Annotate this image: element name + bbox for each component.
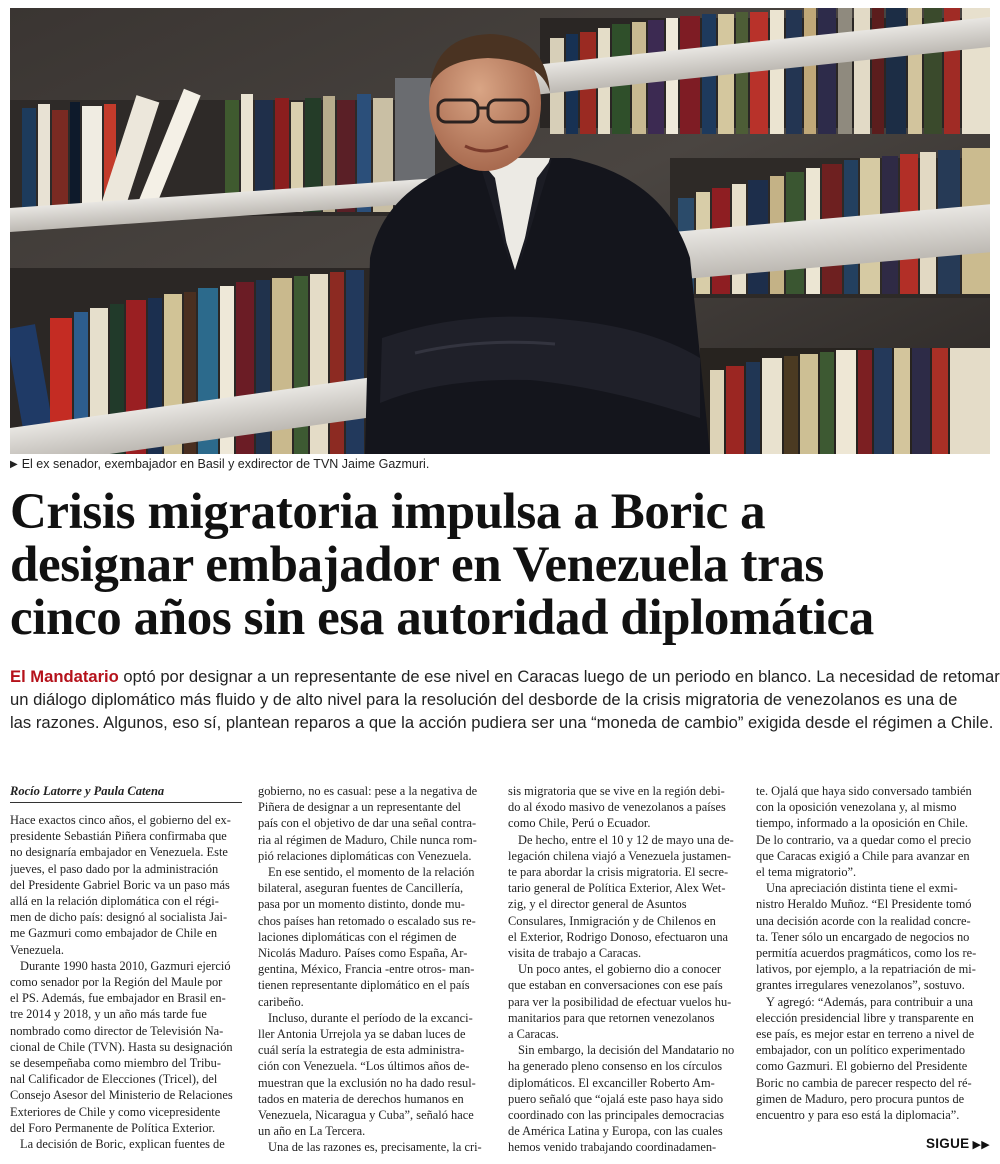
column-line: manitarios para que retornen venezolanos bbox=[508, 1010, 715, 1025]
column-line: Boric no cambia de parecer respecto del ré- bbox=[756, 1075, 972, 1090]
column-line: nombrado como director de Televisión Na- bbox=[10, 1023, 224, 1038]
lead-text: optó por designar a un representante de ese nivel en Caracas luego de un periodo en blanco. La necesidad de retomar bbox=[118, 667, 1000, 686]
column-line: el PS. Además, fue embajador en Brasil en- bbox=[10, 991, 226, 1006]
column-line: país con el objetivo de dar una señal contra- bbox=[258, 816, 477, 831]
column-line: Nicolás Maduro. Países como España, Ar- bbox=[258, 946, 468, 961]
column-line: Y agregó: “Además, para contribuir a una bbox=[766, 994, 973, 1009]
column-line: ha generado pleno consenso en los círculos bbox=[508, 1059, 723, 1074]
column-line: tados en materia de derechos humanos en bbox=[258, 1091, 464, 1106]
column-line: Una de las razones es, precisamente, la cri- bbox=[268, 1140, 482, 1155]
column-line: gimen de Maduro, pero procura puntos de bbox=[756, 1091, 965, 1106]
article-photo bbox=[10, 8, 990, 454]
column-line: hemos venido trabajando coordinadamen- bbox=[508, 1140, 717, 1155]
column-line: bilateral, aseguran fuentes de Cancillería, bbox=[258, 881, 464, 896]
lead-kicker: El Mandatario bbox=[10, 667, 119, 686]
column-line: un año en La Tercera. bbox=[258, 1124, 366, 1139]
column-line: caribeño. bbox=[258, 994, 304, 1009]
column-line: ria al régimen de Maduro, Chile nunca rom- bbox=[258, 832, 477, 847]
caption-text: El ex senador, exembajador en Basil y exdirector de TVN Jaime Gazmuri. bbox=[21, 457, 430, 471]
column-line: men de dicho país: designó al socialista Jai- bbox=[10, 910, 228, 925]
column-line: do al éxodo masivo de venezolanos a países bbox=[508, 800, 726, 815]
column-line: La decisión de Boric, explican fuentes de bbox=[20, 1137, 225, 1152]
column-line: como senador por la Región del Maule por bbox=[10, 975, 223, 990]
portrait-photo bbox=[10, 8, 990, 454]
column-line: me Gazmuri como embajador de Chile en bbox=[10, 926, 218, 941]
headline bbox=[10, 486, 995, 645]
column-line: como Gazmuri. El gobierno del Presidente bbox=[756, 1059, 968, 1074]
lead-line bbox=[10, 665, 1000, 688]
headline-line: Crisis migratoria impulsa a Boric a bbox=[10, 484, 766, 540]
column-line: De lo contrario, va a quedar como el precio bbox=[756, 832, 972, 847]
column-line: pasa por un momento distinto, donde mu- bbox=[258, 897, 465, 912]
column-line: para ver la posibilidad de efectuar vuelos hu- bbox=[508, 994, 732, 1009]
column-line: tienen representante diplomático en el país bbox=[258, 978, 470, 993]
column-text bbox=[508, 783, 740, 1156]
column-line: del Foro Permanente de Política Exterior. bbox=[10, 1120, 216, 1135]
column-line: Venezuela. bbox=[10, 942, 65, 957]
column-line: tre 2014 y 2018, y un año más tarde fue bbox=[10, 1007, 207, 1022]
column-line: Venezuela, Nicaragua y Cuba”, señaló hace bbox=[258, 1108, 474, 1123]
column-line: el Exterior, Rodrigo Donoso, efectuaron una bbox=[508, 929, 729, 944]
column-line: zig, y el director general de Asuntos bbox=[508, 897, 687, 912]
column-line: Durante 1990 hasta 2010, Gazmuri ejerció bbox=[20, 958, 231, 973]
headline-line: designar embajador en Venezuela tras bbox=[10, 537, 824, 593]
column-line: no designaría embajador en Venezuela. Este bbox=[10, 845, 228, 860]
column-text bbox=[10, 812, 242, 1152]
column-line: gobierno, no es casual: pese a la negativa de bbox=[258, 784, 478, 798]
column-line: puero señaló que “ojalá este paso haya sido bbox=[508, 1091, 724, 1106]
column-line: Un poco antes, el gobierno dio a conocer bbox=[518, 962, 721, 977]
column-line: del Presidente Gabriel Boric va un paso más bbox=[10, 877, 230, 892]
column-line: permitía acuerdos pragmáticos, como los re- bbox=[756, 946, 977, 961]
column-line: muestran que la exclusión no ha dado resul- bbox=[258, 1075, 476, 1090]
column-line: gentina, México, Francia -entre otros- man- bbox=[258, 962, 475, 977]
column-line: se desempeñaba como miembro del Tribu- bbox=[10, 1056, 221, 1071]
column-line: lativos, por ejemplo, a la repatriación de mi- bbox=[756, 962, 976, 977]
column-line: el tema migratorio”. bbox=[756, 865, 857, 880]
column-line: tiempo, informado a la oposición en Chile. bbox=[756, 816, 968, 831]
column-line: grantes irregulares venezolanos”, sostuvo. bbox=[756, 978, 965, 993]
column-line: Piñera de designar a un representante del bbox=[258, 800, 461, 815]
column-line: diplomáticos. El excanciller Roberto Am- bbox=[508, 1075, 715, 1090]
column-line: De hecho, entre el 10 y 12 de mayo una de- bbox=[518, 832, 734, 847]
column-line: jueves, el paso dado por la administración bbox=[10, 861, 219, 876]
column-line: con la oposición venezolana y, al mismo bbox=[756, 800, 957, 815]
column-line: nistro Heraldo Muñoz. “El Presidente tomó bbox=[756, 897, 972, 912]
column-line: chos países han retomado o escalado sus re- bbox=[258, 913, 476, 928]
column-line: ese país, es mejor estar en terreno a nivel de bbox=[756, 1027, 975, 1042]
column-line: sis migratoria que se vive en la región debi- bbox=[508, 784, 725, 798]
byline: Rocío Latorre y Paula Catena bbox=[10, 783, 242, 803]
column-line: Hace exactos cinco años, el gobierno del ex- bbox=[10, 813, 231, 827]
column-line: elección presidencial libre y transparente en bbox=[756, 1010, 974, 1025]
column-line: legación chilena viajó a Venezuela justamen- bbox=[508, 848, 732, 863]
caption-marker-icon: ▶ bbox=[10, 459, 18, 470]
lead-line: las razones. Algunos, eso sí, plantean reparos a que la acción pudiera ser una “moneda de cambio” exigida desde el régimen a Chile. bbox=[10, 713, 994, 733]
body-column-1 bbox=[10, 783, 242, 1152]
column-line: que Caracas exigió a Chile para avanzar en bbox=[756, 848, 970, 863]
lead-line: un diálogo diplomático más fluido y de alto nivel para la resolución del desborde de la crisis migratoria de venezolanos es una de bbox=[10, 690, 958, 710]
column-line: Consulares, Inmigración y de Chilenos en bbox=[508, 913, 716, 928]
column-line: nal Calificador de Elecciones (Tricel), del bbox=[10, 1072, 218, 1087]
photo-caption bbox=[10, 457, 990, 475]
column-line: laciones diplomáticas con el régimen de bbox=[258, 929, 457, 944]
column-line: Sin embargo, la decisión del Mandatario no bbox=[518, 1043, 735, 1058]
column-line: que estaban en conversaciones con ese país bbox=[508, 978, 723, 993]
column-line: allá en la relación diplomática con el régi- bbox=[10, 894, 219, 909]
column-line: te para abordar la crisis migratoria. El secre- bbox=[508, 865, 729, 880]
column-line: En ese sentido, el momento de la relación bbox=[268, 865, 475, 880]
column-line: tario general de Política Exterior, Alex Wet- bbox=[508, 881, 726, 896]
books-bottom-right bbox=[700, 348, 990, 454]
column-line: como Chile, Perú o Ecuador. bbox=[508, 816, 651, 831]
continue-marker bbox=[926, 1136, 990, 1151]
body-column-2 bbox=[258, 783, 490, 1156]
column-line: de América Latina y Europa, con las cuales bbox=[508, 1124, 723, 1139]
column-line: Consejo Asesor del Ministerio de Relaciones bbox=[10, 1088, 233, 1103]
column-line: ción con Venezuela. “Los últimos años de- bbox=[258, 1059, 470, 1074]
column-line: Incluso, durante el período de la excanci- bbox=[268, 1010, 473, 1025]
column-text bbox=[756, 783, 988, 1123]
continue-label: SIGUE bbox=[925, 1136, 970, 1151]
column-line: Una apreciación distinta tiene el exmi- bbox=[766, 881, 958, 896]
body-column-4 bbox=[756, 783, 988, 1123]
body-column-3 bbox=[508, 783, 740, 1156]
column-line: coordinado con las principales democracias bbox=[508, 1108, 725, 1123]
column-line: pió relaciones diplomáticas con Venezuela. bbox=[258, 848, 472, 863]
column-line: cuál sería la estrategia de esta administra- bbox=[258, 1043, 465, 1058]
headline-line: cinco años sin esa autoridad diplomática bbox=[10, 590, 874, 646]
column-line: visita de trabajo a Caracas. bbox=[508, 946, 642, 961]
column-line: ller Antonia Urrejola ya se daban luces de bbox=[258, 1027, 466, 1042]
column-line: embajador, con un político experimentado bbox=[756, 1043, 966, 1058]
column-line: a Caracas. bbox=[508, 1027, 559, 1042]
double-arrow-icon: ▶▶ bbox=[972, 1139, 990, 1151]
column-line: te. Ojalá que haya sido conversado también bbox=[756, 784, 972, 798]
column-line: presidente Sebastián Piñera confirmaba que bbox=[10, 829, 227, 844]
column-line: Exteriores de Chile y como vicepresidente bbox=[10, 1104, 221, 1119]
column-line: cional de Chile (TVN). Hasta su designación bbox=[10, 1039, 233, 1054]
column-text bbox=[258, 783, 490, 1156]
lead-paragraph bbox=[10, 665, 1000, 735]
column-line: una decisión acorde con la realidad concre- bbox=[756, 913, 971, 928]
column-line: encuentro y para eso está la diplomacia”. bbox=[756, 1108, 960, 1123]
column-line: ta. Tener sólo un encargado de negocios no bbox=[756, 929, 970, 944]
